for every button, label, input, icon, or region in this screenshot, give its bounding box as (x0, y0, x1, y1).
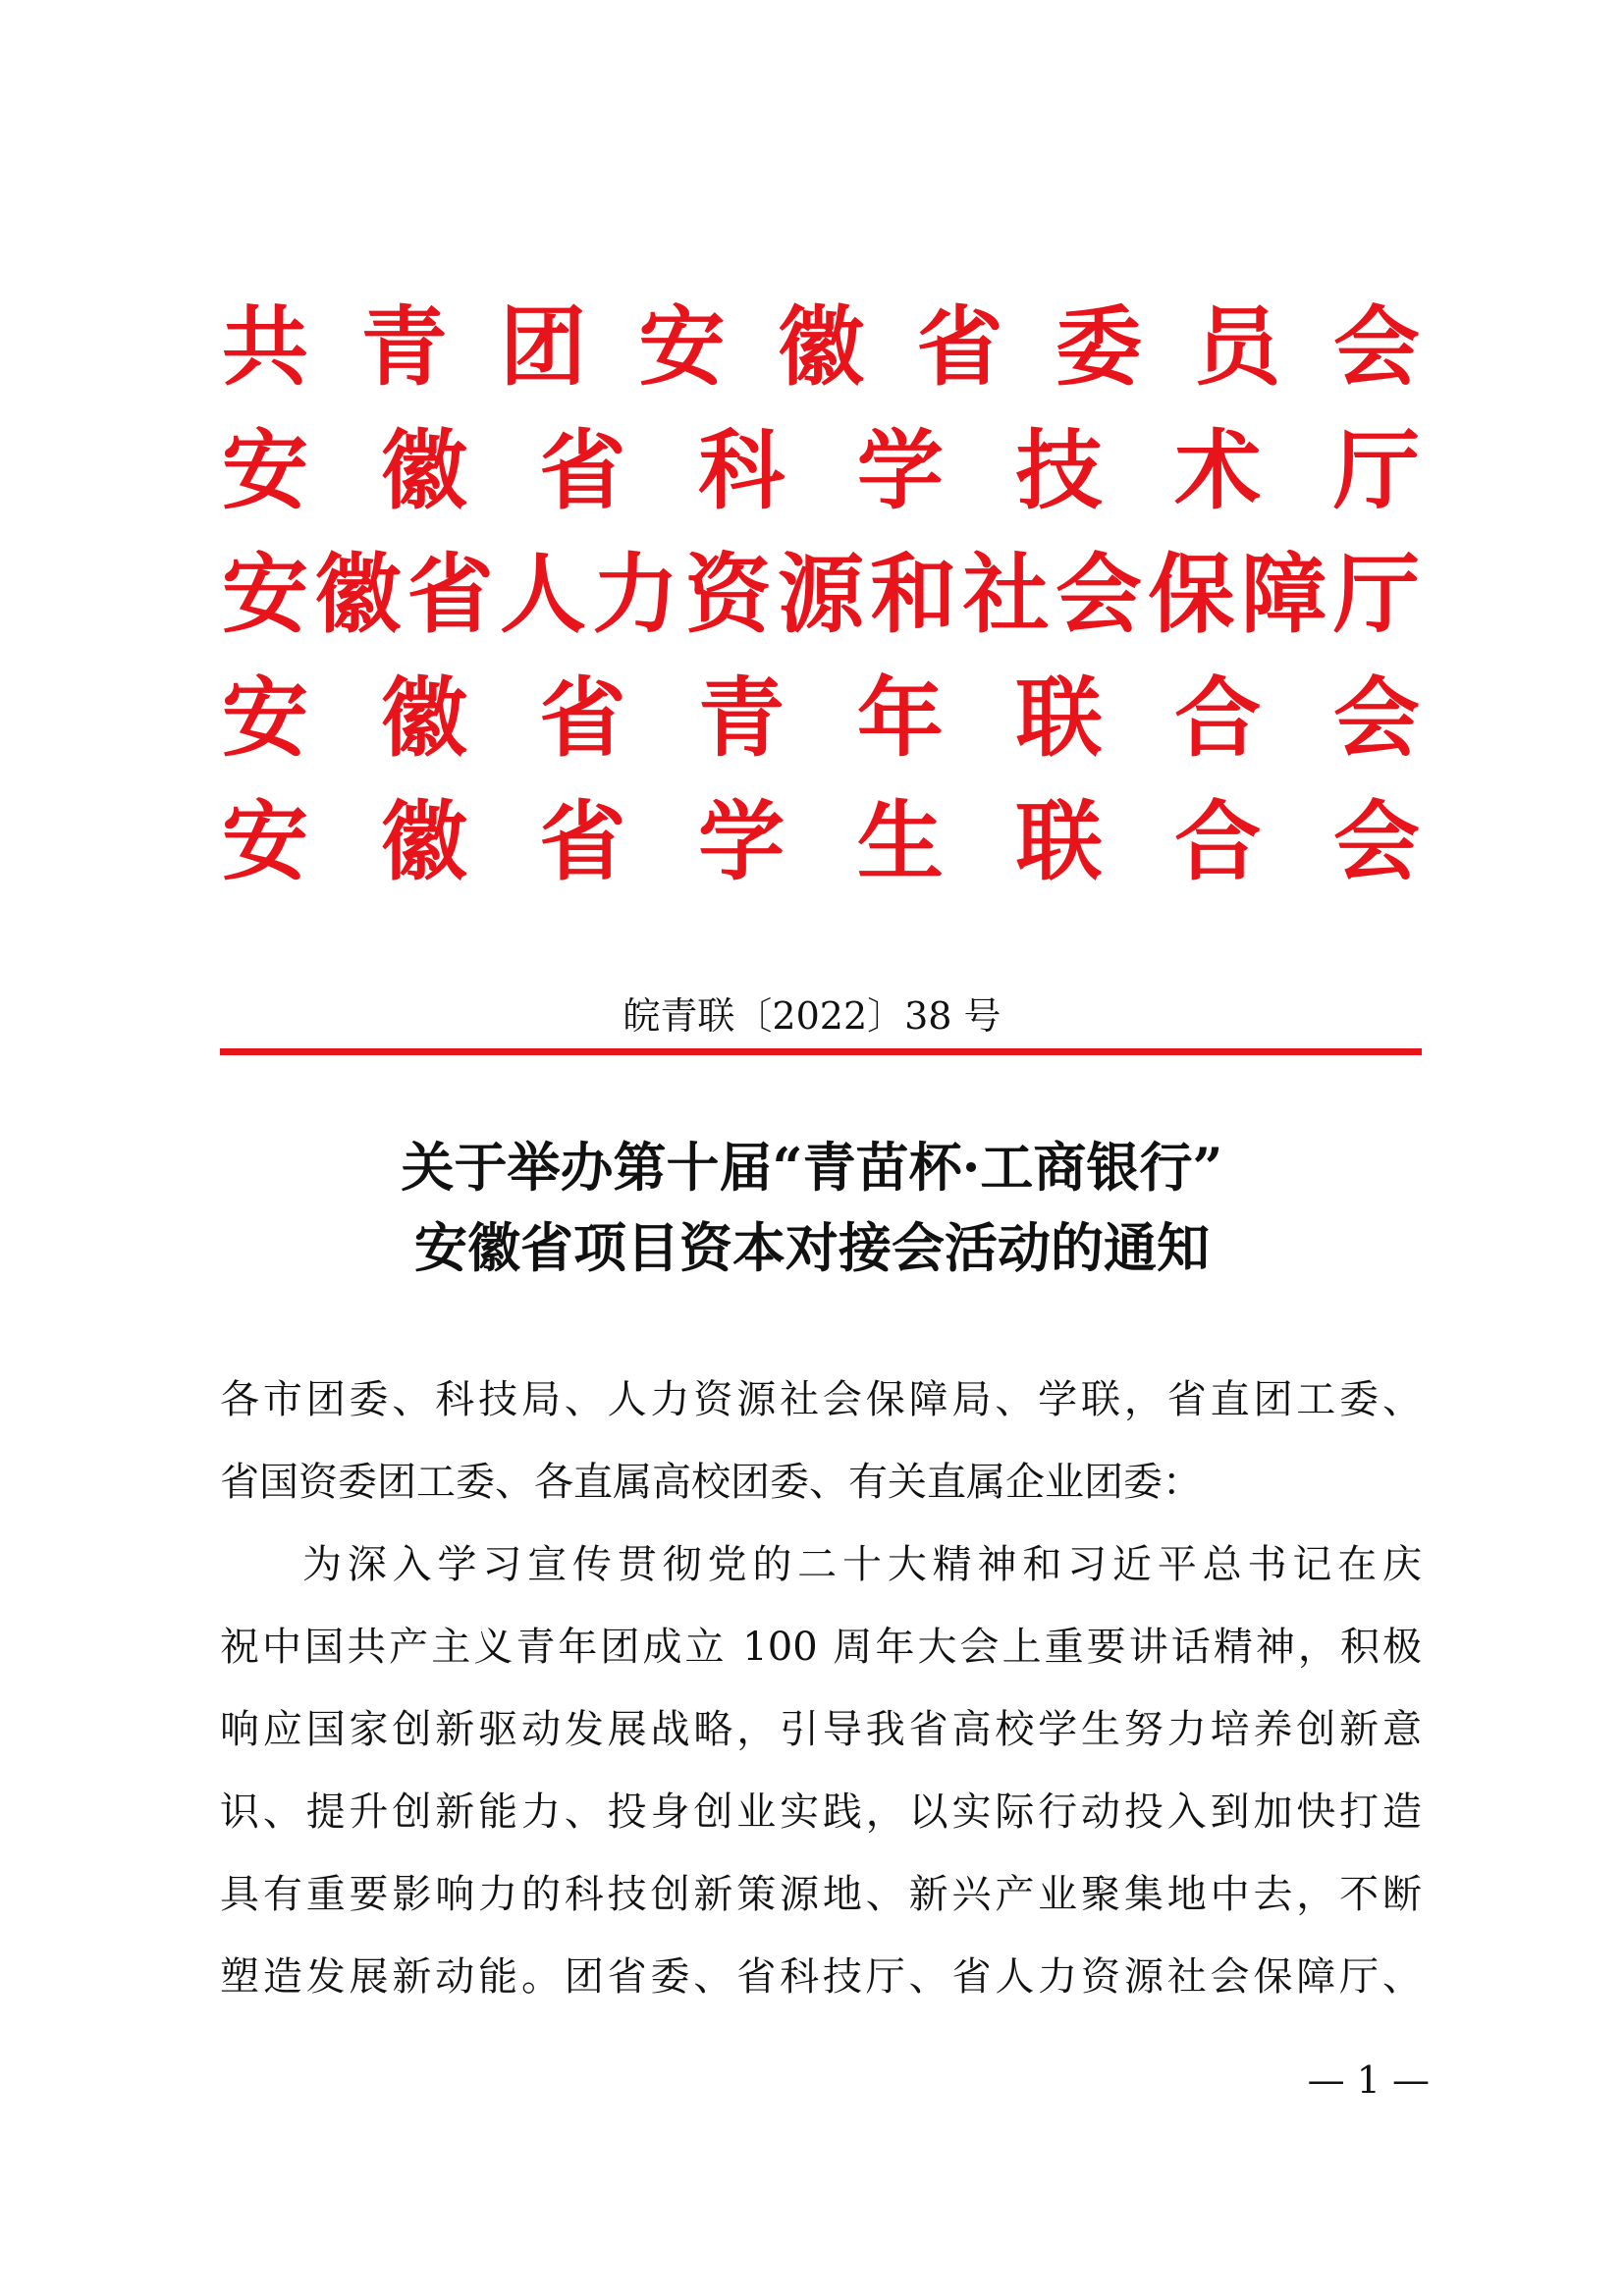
body-paragraph-line: 塑造发展新动能。团省委、省科技厅、省人力资源社会保障厅、 (220, 1954, 1422, 2000)
page-number: — 1 — (1307, 2058, 1430, 2102)
body-paragraph-line: 祝中国共产主义青年团成立 100 周年大会上重要讲话精神，积极 (220, 1625, 1422, 1670)
title-line-1: 关于举办第十届“青苗杯·工商银行” (401, 1136, 1223, 1199)
issuer-line: 安 徽 省 青 年 联 合 会 (222, 667, 1420, 769)
issuer-line: 共 青 团 安 徽 省 委 员 会 (222, 295, 1420, 398)
body-paragraph-line: 具有重要影响力的科技创新策源地、新兴产业聚集地中去，不断 (220, 1872, 1422, 1917)
body-paragraph-line: 识、提升创新能力、投身创业实践，以实际行动投入到加快打造 (220, 1789, 1422, 1835)
issuer-line: 安 徽 省 科 学 技 术 厅 (222, 419, 1420, 521)
document-number: 皖青联〔2022〕38 号 (623, 994, 1001, 1038)
issuer-line: 安徽省人力资源和社会保障厅 (222, 543, 1420, 645)
title-line-2: 安徽省项目资本对接会活动的通知 (414, 1216, 1210, 1279)
issuer-line: 安 徽 省 学 生 联 合 会 (222, 790, 1420, 892)
body-paragraph-line: 响应国家创新驱动发展战略，引导我省高校学生努力培养创新意 (220, 1707, 1422, 1752)
body-paragraph-line: 为深入学习宣传贯彻党的二十大精神和习近平总书记在庆 (302, 1542, 1422, 1587)
red-divider-line (220, 1048, 1422, 1055)
recipients-line-2: 省国资委团工委、各直属高校团委、有关直属企业团委： (220, 1460, 1202, 1505)
document-body (220, 1359, 1422, 2018)
document-title (0, 1127, 1624, 1288)
recipients-line-1: 各市团委、科技局、人力资源社会保障局、学联，省直团工委、 (220, 1377, 1422, 1422)
issuing-authorities-header (222, 285, 1420, 903)
